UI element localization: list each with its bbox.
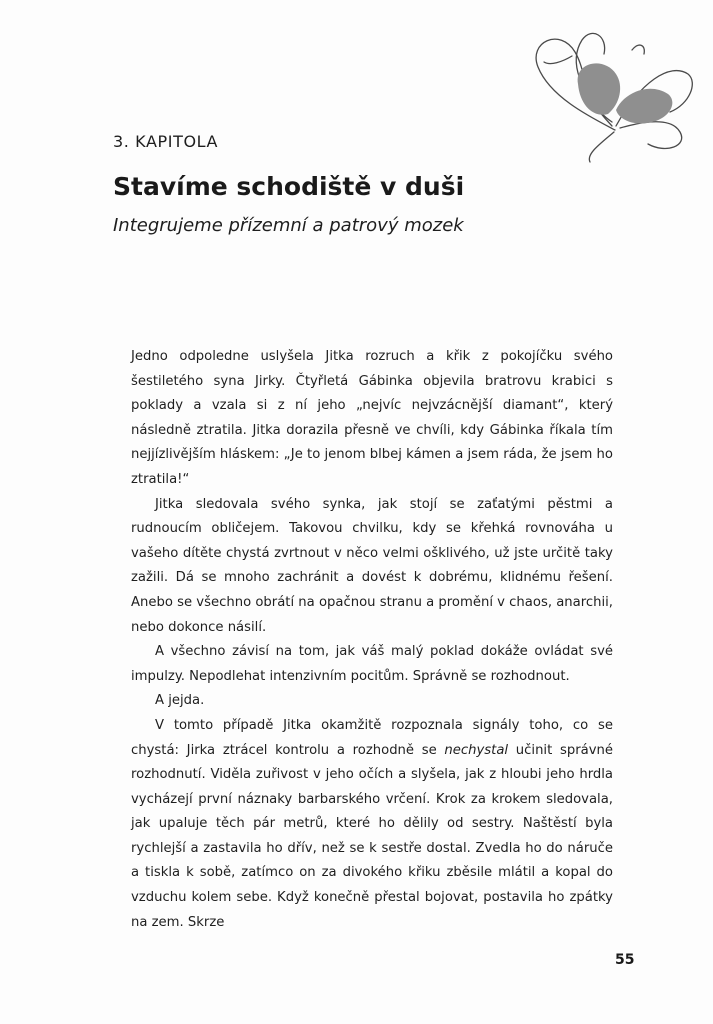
page-number: 55 — [615, 952, 635, 968]
paragraph-text: V tomto případě Jitka okamžitě rozpoznala signály toho, co se chystá: Jirka ztrácel kontrolu a rozhodně se — [131, 717, 613, 758]
chapter-label: 3. KAPITOLA — [113, 132, 219, 151]
paragraph: Jitka sledovala svého synka, jak stojí se zaťatými pěstmi a rudnoucím obličejem. Takovou chvilku, kdy se křehká rovnováha u vašeho dítěte chystá zvrtnout v něco velmi ošklivého, už jste určitě taky zažili. Dá se mnoho zachránit a dovést k dobrému, klidnému řešení. Anebo se všechno obrátí na opačnou stranu a promění v chaos, anarchii, nebo dokonce násilí. — [131, 496, 613, 635]
paragraph: Jedno odpoledne uslyšela Jitka rozruch a křik z pokojíčku svého šestiletého syna Jirky. Čtyřletá Gábinka objevila bratrovu krabici s poklady a vzala si z ní jeho „nejvíc nejvzácnější diamant“, který následně ztratila. Jitka dorazila přesně ve chvíli, kdy Gábinka říkala tím nejjízlivějším hláskem: „Je to jenom blbej kámen a jsem ráda, že jsem ho ztratila!“ — [131, 349, 613, 487]
paragraph: A všechno závisí na tom, jak váš malý poklad dokáže ovládat své impulzy. Nepodlehat intenzivním pocitům. Správně se rozhodnout. — [131, 644, 613, 684]
paragraph — [131, 714, 613, 935]
chapter-title: Stavíme schodiště v duši — [113, 172, 465, 201]
butterfly-icon — [520, 22, 700, 172]
chapter-subtitle: Integrujeme přízemní a patrový mozek — [113, 215, 464, 236]
body-text — [131, 345, 613, 935]
paragraph-text: učinit správné rozhodnutí. Viděla zuřivost v jeho očích a slyšela, jak z hloubi jeho hrdla vycházejí první náznaky barbarského vrčení. Krok za krokem sledovala, jak upaluje těch pár metrů, které ho dělily od sestry. Naštěstí byla rychlejší a zastavila ho dřív, než se k sestře dostal. Zvedla ho do náruče a tiskla k sobě, zatímco on za divokého křiku zběsile mlátil a kopal do vzduchu kolem sebe. Když konečně přestal bojovat, postavila ho zpátky na zem. Skrze — [131, 742, 613, 930]
emphasized-word: nechystal — [444, 742, 509, 758]
paragraph: A jejda. — [155, 693, 205, 709]
